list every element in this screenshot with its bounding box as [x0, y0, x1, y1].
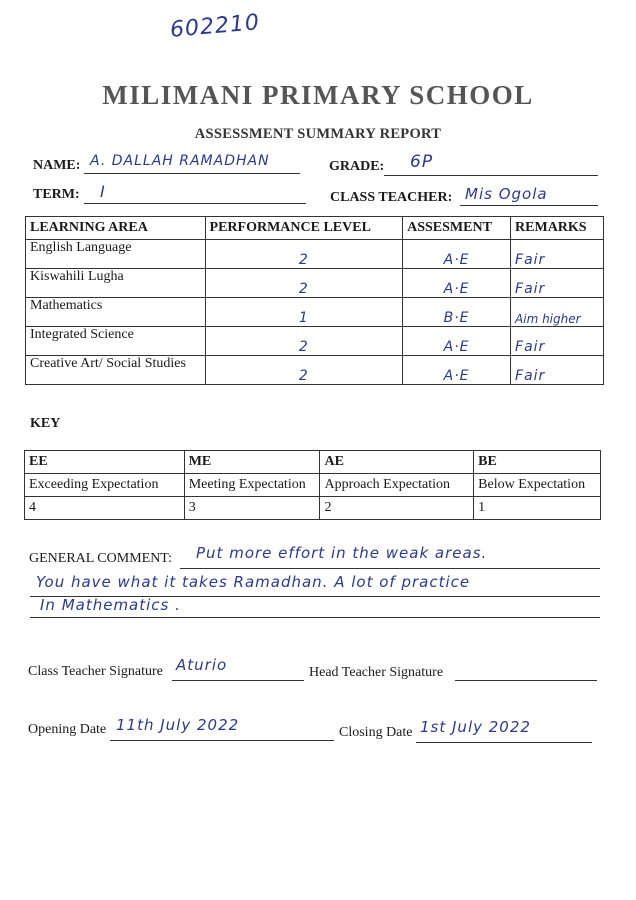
assessment: A·E	[403, 240, 511, 269]
header-remarks: REMARKS	[511, 217, 604, 240]
class-teacher-underline	[460, 205, 598, 206]
class-teacher-label: CLASS TEACHER:	[330, 190, 453, 205]
general-comment-line-3: In Mathematics .	[40, 596, 181, 614]
header-learning-area: LEARNING AREA	[26, 217, 206, 240]
closing-date-line	[416, 742, 592, 743]
learning-area: Mathematics	[26, 298, 206, 327]
key-points-me: 3	[184, 497, 320, 520]
performance-table	[25, 216, 604, 385]
remarks: Fair	[511, 240, 604, 269]
performance-level: 2	[205, 240, 403, 269]
general-comment-line-2: You have what it takes Ramadhan. A lot of practice	[36, 573, 471, 591]
report-title: ASSESSMENT SUMMARY REPORT	[194, 126, 442, 142]
key-points-ae: 2	[320, 497, 474, 520]
key-meaning-be: Below Expectation	[474, 474, 601, 497]
head-teacher-signature-line	[455, 680, 597, 681]
performance-level: 1	[205, 298, 403, 327]
general-comment-label: GENERAL COMMENT:	[29, 551, 173, 566]
assessment: A·E	[403, 269, 511, 298]
comment-underline-1	[180, 568, 600, 569]
closing-date-value: 1st July 2022	[420, 718, 531, 736]
key-code-ee: EE	[25, 451, 185, 474]
name-value: A. DALLAH RAMADHAN	[90, 153, 270, 169]
header-assessment: ASSESMENT	[403, 217, 511, 240]
key-meaning-me: Meeting Expectation	[184, 474, 320, 497]
term-value: I	[100, 182, 106, 201]
key-meaning-ae: Approach Expectation	[320, 474, 474, 497]
key-code-be: BE	[474, 451, 601, 474]
remarks: Fair	[511, 327, 604, 356]
class-teacher-signature-line	[172, 680, 304, 681]
grade-value: 6P	[410, 152, 434, 172]
performance-header-row	[26, 217, 604, 240]
key-title: KEY	[30, 416, 61, 431]
grade-label: GRADE:	[329, 159, 385, 174]
general-comment-line-1: Put more effort in the weak areas.	[196, 544, 488, 562]
performance-level: 2	[205, 269, 403, 298]
assessment: A·E	[403, 356, 511, 385]
key-points-row	[25, 497, 601, 520]
opening-date-value: 11th July 2022	[116, 716, 240, 734]
key-code-row	[25, 451, 601, 474]
opening-date-line	[110, 740, 334, 741]
remarks: Fair	[511, 269, 604, 298]
key-code-me: ME	[184, 451, 320, 474]
class-teacher-signature: Aturio	[176, 656, 228, 674]
key-table	[24, 450, 601, 520]
term-underline	[84, 203, 306, 204]
key-meaning-ee: Exceeding Expectation	[25, 474, 185, 497]
learning-area: Creative Art/ Social Studies	[26, 356, 206, 385]
head-teacher-signature-label: Head Teacher Signature	[309, 665, 444, 680]
table-row	[26, 356, 604, 385]
name-underline	[84, 173, 300, 174]
header-performance-level: PERFORMANCE LEVEL	[205, 217, 403, 240]
table-row	[26, 298, 604, 327]
school-name: MILIMANI PRIMARY SCHOOL	[102, 80, 534, 110]
learning-area: Kiswahili Lugha	[26, 269, 206, 298]
table-row	[26, 327, 604, 356]
key-points-ee: 4	[25, 497, 185, 520]
term-label: TERM:	[33, 187, 80, 202]
class-teacher-value: Mis Ogola	[465, 185, 548, 203]
serial-number: 602210	[169, 10, 261, 43]
remarks: Aim higher	[511, 298, 604, 327]
key-code-ae: AE	[320, 451, 474, 474]
closing-date-label: Closing Date	[339, 725, 413, 740]
assessment: A·E	[403, 327, 511, 356]
learning-area: English Language	[26, 240, 206, 269]
assessment: B·E	[403, 298, 511, 327]
table-row	[26, 269, 604, 298]
opening-date-label: Opening Date	[28, 722, 107, 737]
performance-level: 2	[205, 327, 403, 356]
learning-area: Integrated Science	[26, 327, 206, 356]
comment-underline-3	[30, 617, 600, 618]
key-meaning-row	[25, 474, 601, 497]
name-label: NAME:	[33, 158, 81, 173]
table-row	[26, 240, 604, 269]
grade-underline	[384, 175, 598, 176]
key-points-be: 1	[474, 497, 601, 520]
remarks: Fair	[511, 356, 604, 385]
performance-level: 2	[205, 356, 403, 385]
class-teacher-signature-label: Class Teacher Signature	[28, 664, 163, 679]
